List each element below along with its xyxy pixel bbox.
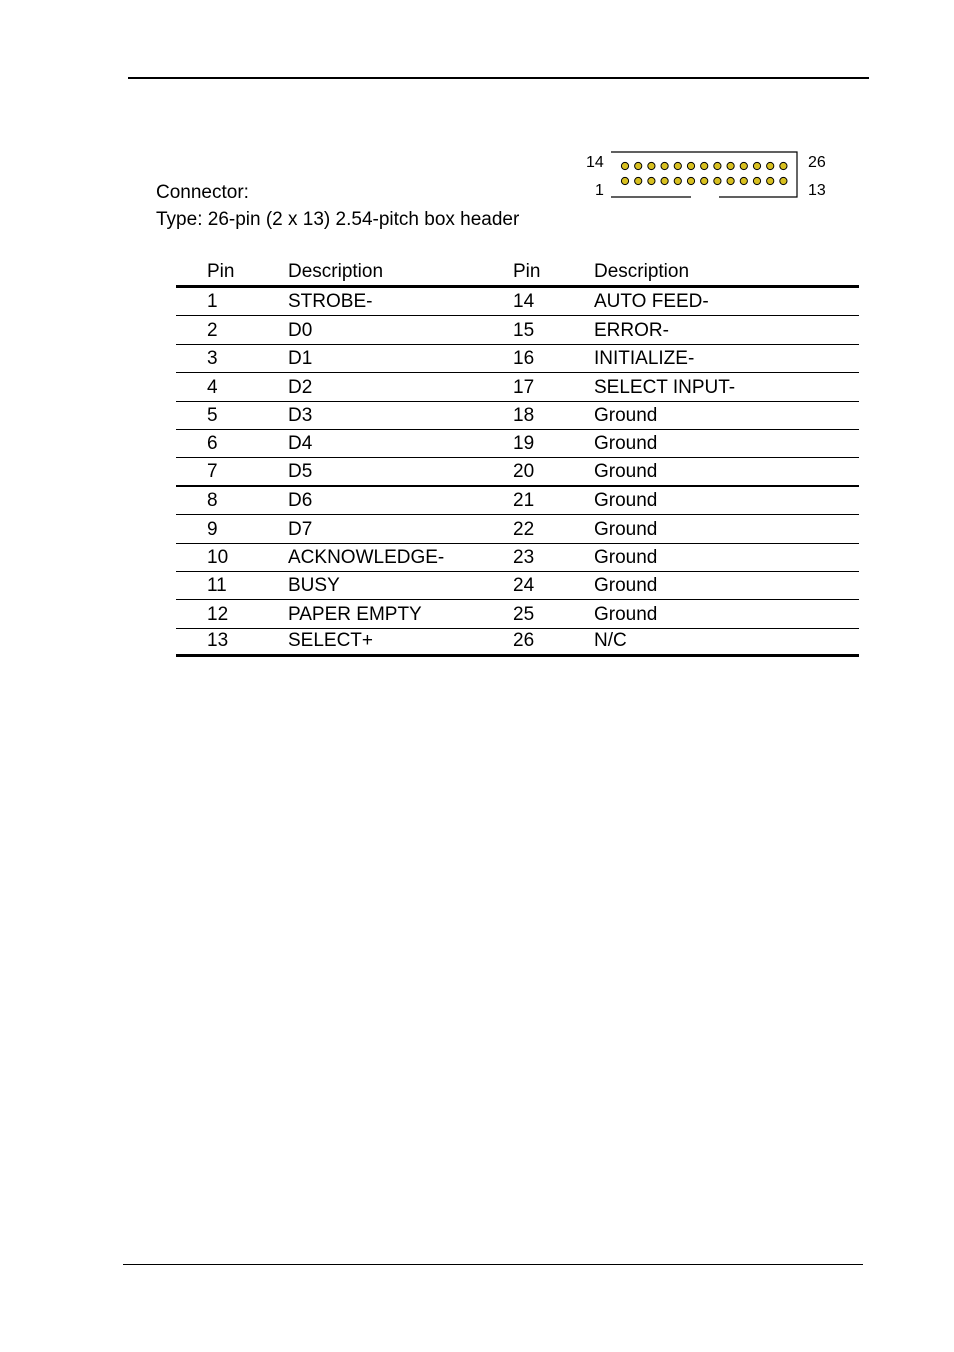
signal-description-cell: Ground bbox=[594, 518, 658, 540]
header-pin bbox=[635, 162, 642, 169]
pin-label-top-right: 26 bbox=[808, 154, 826, 171]
header-description-2: Description bbox=[594, 261, 690, 282]
signal-description-cell: Ground bbox=[594, 404, 658, 426]
header-pin bbox=[714, 177, 721, 184]
pin-number-cell: 2 bbox=[207, 319, 218, 341]
table-body bbox=[176, 288, 859, 657]
pin-number-cell: 19 bbox=[513, 433, 535, 455]
pin-number-cell: 5 bbox=[207, 404, 218, 426]
header-rule bbox=[128, 77, 869, 79]
box-header-diagram bbox=[580, 148, 840, 204]
table-row bbox=[176, 515, 859, 543]
table-row bbox=[176, 288, 859, 316]
pin-number-cell: 3 bbox=[207, 348, 218, 370]
pin-label-bottom-right: 13 bbox=[808, 182, 826, 199]
signal-description-cell: BUSY bbox=[288, 575, 340, 597]
table-row bbox=[176, 316, 859, 344]
pin-assignment-table bbox=[176, 262, 859, 657]
pin-number-cell: 12 bbox=[207, 603, 229, 625]
signal-description-cell: PAPER EMPTY bbox=[288, 603, 422, 625]
header-pin bbox=[740, 177, 747, 184]
pin-number-cell: 22 bbox=[513, 518, 535, 540]
header-pin bbox=[701, 177, 708, 184]
connector-type: Type: 26-pin (2 x 13) 2.54-pitch box header bbox=[156, 209, 520, 230]
table-row bbox=[176, 458, 859, 486]
signal-description-cell: D7 bbox=[288, 518, 313, 540]
pin-number-cell: 18 bbox=[513, 404, 535, 426]
header-pin bbox=[687, 162, 694, 169]
pin-number-cell: 4 bbox=[207, 376, 218, 398]
signal-description-cell: Ground bbox=[594, 546, 658, 568]
header-pin bbox=[635, 177, 642, 184]
signal-description-cell: D5 bbox=[288, 460, 313, 482]
footer-rule bbox=[123, 1264, 863, 1265]
signal-description-cell: ERROR- bbox=[594, 319, 669, 341]
pin-number-cell: 1 bbox=[207, 291, 218, 313]
pin-number-cell: 10 bbox=[207, 546, 229, 568]
header-pin bbox=[674, 177, 681, 184]
header-pin bbox=[687, 177, 694, 184]
signal-description-cell: D6 bbox=[288, 490, 313, 512]
header-pin bbox=[674, 162, 681, 169]
signal-description-cell: SELECT INPUT- bbox=[594, 376, 736, 398]
header-description-1: Description bbox=[288, 261, 384, 282]
table-row bbox=[176, 430, 859, 458]
pin-number-cell: 16 bbox=[513, 348, 535, 370]
header-pin bbox=[701, 162, 708, 169]
header-pin bbox=[780, 177, 787, 184]
table-row bbox=[176, 629, 859, 657]
signal-description-cell: Ground bbox=[594, 603, 658, 625]
header-pin bbox=[767, 177, 774, 184]
header-pin bbox=[780, 162, 787, 169]
header-pin bbox=[727, 177, 734, 184]
pin-number-cell: 8 bbox=[207, 490, 218, 512]
signal-description-cell: D3 bbox=[288, 404, 313, 426]
signal-description-cell: STROBE- bbox=[288, 291, 373, 313]
header-pin bbox=[661, 162, 668, 169]
header-pin bbox=[661, 177, 668, 184]
pin-number-cell: 21 bbox=[513, 490, 535, 512]
pin-number-cell: 14 bbox=[513, 291, 535, 313]
table-row bbox=[176, 487, 859, 515]
signal-description-cell: INITIALIZE- bbox=[594, 348, 695, 370]
pin-number-cell: 11 bbox=[207, 575, 227, 597]
signal-description-cell: ACKNOWLEDGE- bbox=[288, 546, 445, 568]
pin-label-top-left: 14 bbox=[586, 154, 604, 171]
pin-number-cell: 20 bbox=[513, 460, 535, 482]
pin-number-cell: 15 bbox=[513, 319, 535, 341]
header-pin bbox=[767, 162, 774, 169]
header-pin bbox=[621, 177, 628, 184]
table-header-row bbox=[176, 262, 859, 288]
pin-number-cell: 26 bbox=[513, 630, 535, 652]
pin-number-cell: 7 bbox=[207, 460, 218, 482]
signal-description-cell: Ground bbox=[594, 433, 658, 455]
pin-number-cell: 6 bbox=[207, 433, 218, 455]
header-pin bbox=[648, 177, 655, 184]
signal-description-cell: Ground bbox=[594, 460, 658, 482]
header-pin bbox=[753, 162, 760, 169]
header-pin bbox=[714, 162, 721, 169]
table-row bbox=[176, 572, 859, 600]
signal-description-cell: Ground bbox=[594, 575, 658, 597]
pin-label-bottom-left: 1 bbox=[595, 182, 604, 199]
connector-label: Connector: bbox=[156, 182, 249, 203]
pin-number-cell: 9 bbox=[207, 518, 218, 540]
pin-number-cell: 23 bbox=[513, 546, 535, 568]
table-row bbox=[176, 345, 859, 373]
table-row bbox=[176, 402, 859, 430]
table-row bbox=[176, 373, 859, 401]
header-pin-2: Pin bbox=[513, 261, 541, 282]
header-pin bbox=[621, 162, 628, 169]
signal-description-cell: D0 bbox=[288, 319, 313, 341]
signal-description-cell: SELECT+ bbox=[288, 630, 374, 652]
table-row bbox=[176, 544, 859, 572]
signal-description-cell: N/C bbox=[594, 630, 627, 652]
signal-description-cell: AUTO FEED- bbox=[594, 291, 709, 313]
pin-number-cell: 17 bbox=[513, 376, 535, 398]
pin-number-cell: 25 bbox=[513, 603, 535, 625]
pin-number-cell: 13 bbox=[207, 630, 229, 652]
signal-description-cell: Ground bbox=[594, 490, 658, 512]
header-pin bbox=[727, 162, 734, 169]
header-pin bbox=[648, 162, 655, 169]
header-pin-1: Pin bbox=[207, 261, 235, 282]
signal-description-cell: D2 bbox=[288, 376, 313, 398]
signal-description-cell: D1 bbox=[288, 348, 313, 370]
header-pin bbox=[753, 177, 760, 184]
header-pin bbox=[740, 162, 747, 169]
pin-number-cell: 24 bbox=[513, 575, 535, 597]
box-header-body bbox=[610, 151, 800, 199]
signal-description-cell: D4 bbox=[288, 433, 313, 455]
table-row bbox=[176, 600, 859, 628]
